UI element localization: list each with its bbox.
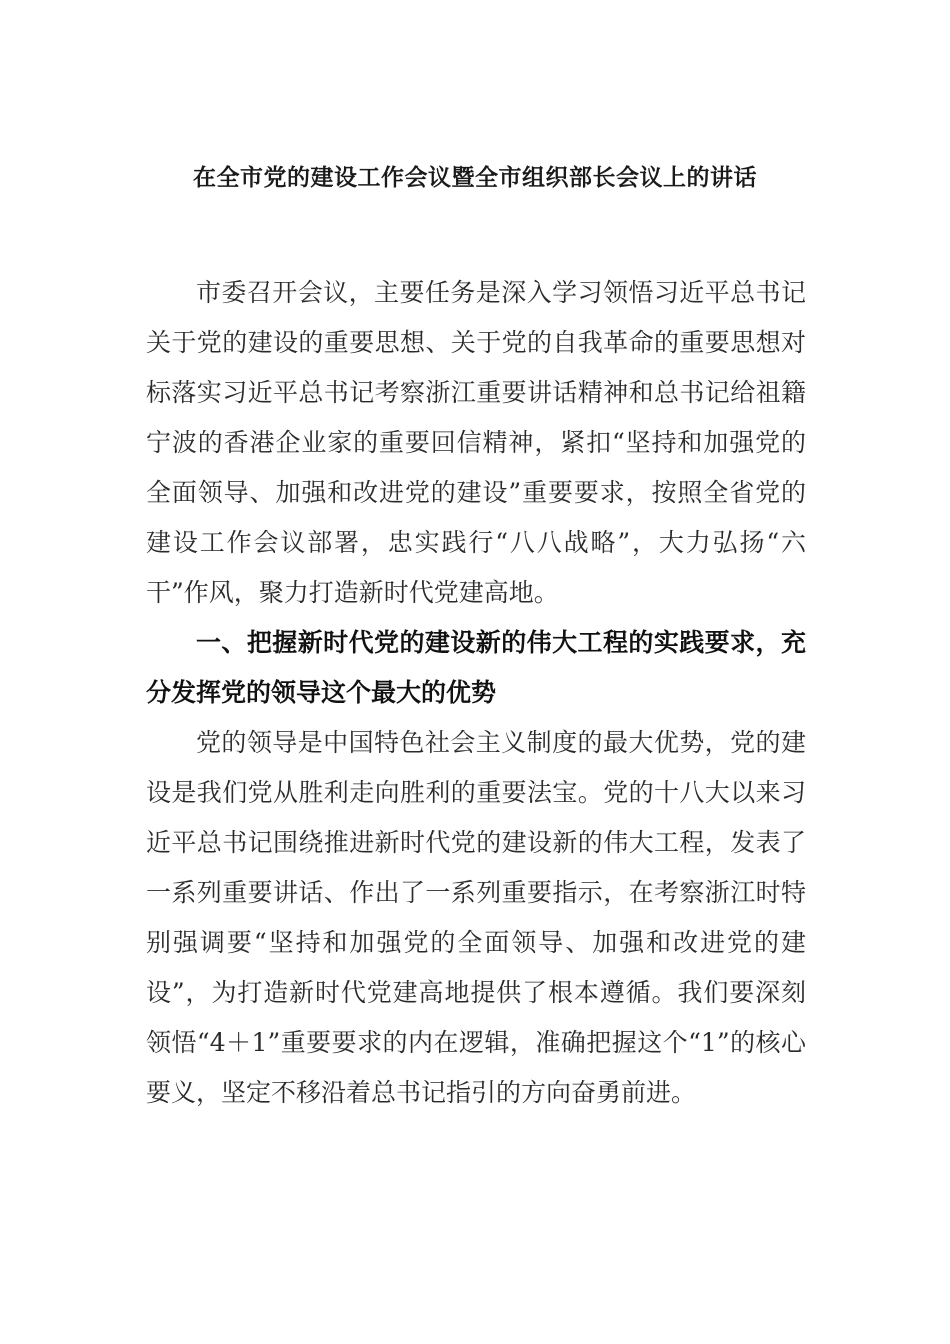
document-body [146, 268, 806, 1118]
document-title: 在全市党的建设工作会议暨全市组织部长会议上的讲话 [193, 164, 757, 191]
section-heading-1: 一、把握新时代党的建设新的伟大工程的实践要求，充分发挥党的领导这个最大的优势 [146, 628, 806, 707]
section-1-paragraph: 党的领导是中国特色社会主义制度的最大优势，党的建设是我们党从胜利走向胜利的重要法宝。党的十八大以来习近平总书记围绕推进新时代党的建设新的伟大工程，发表了一系列重要讲话、作出了一系列重要指示，在考察浙江时特别强调要“坚持和加强党的全面领导、加强和改进党的建设”，为打造新时代党建高地提供了根本遵循。我们要深刻领悟“4＋1”重要要求的内在逻辑，准确把握这个“1”的核心要义，坚定不移沿着总书记指引的方向奋勇前进。 [146, 728, 806, 1107]
intro-paragraph: 市委召开会议，主要任务是深入学习领悟习近平总书记关于党的建设的重要思想、关于党的自我革命的重要思想对标落实习近平总书记考察浙江重要讲话精神和总书记给祖籍宁波的香港企业家的重要回信精神，紧扣“坚持和加强党的全面领导、加强和改进党的建设”重要要求，按照全省党的建设工作会议部署，忠实践行“八八战略”，大力弘扬“六干”作风，聚力打造新时代党建高地。 [146, 278, 806, 607]
